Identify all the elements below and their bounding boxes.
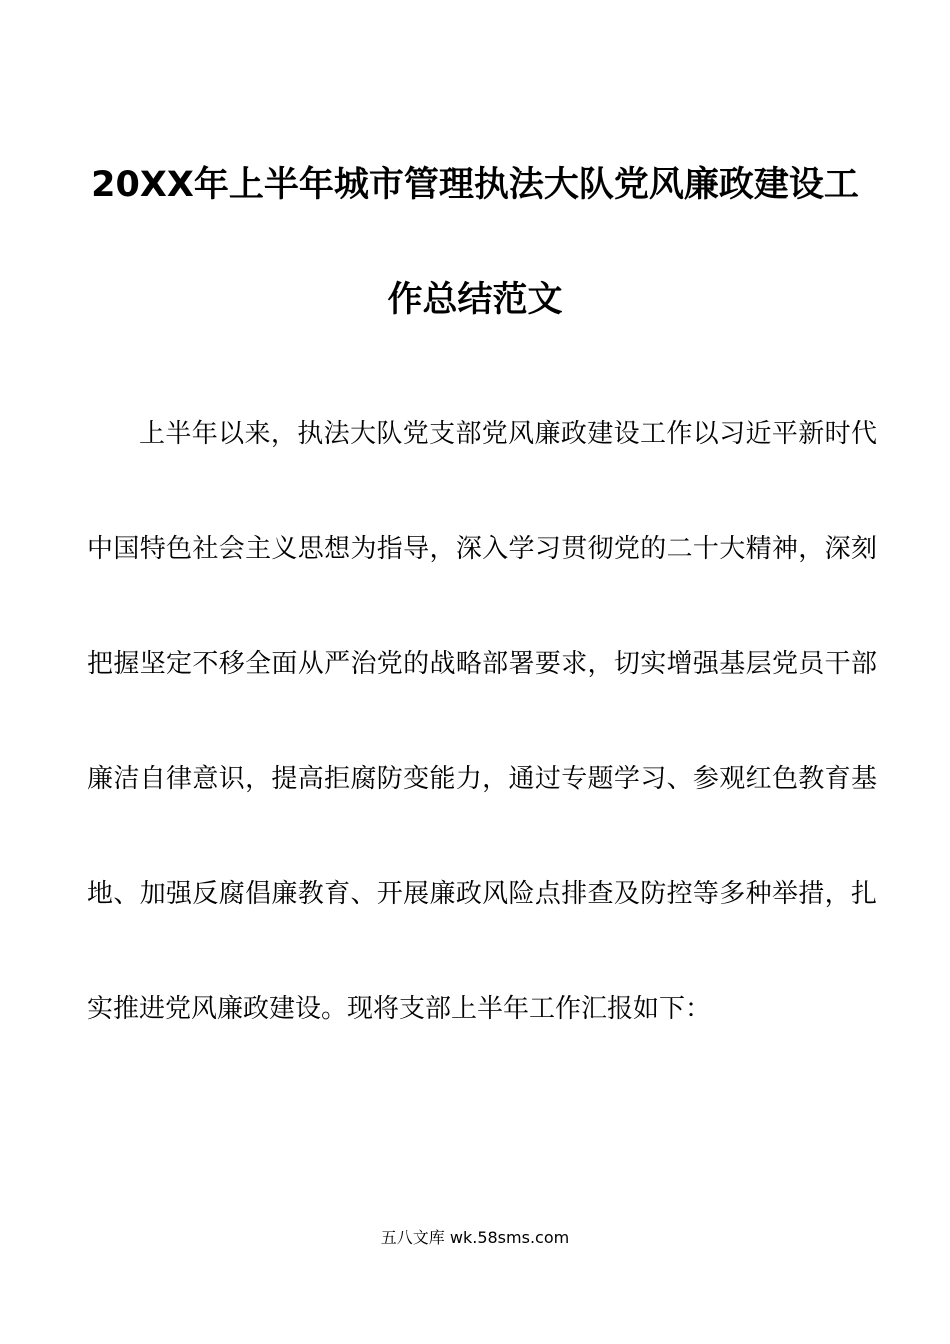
body-line: 中国特色社会主义思想为指导，深入学习贯彻党的二十大精神，深刻 [87,534,877,564]
document-title-line-2: 作总结范文 [387,280,563,320]
body-line: 实推进党风廉政建设。现将支部上半年工作汇报如下： [87,994,712,1024]
document-title-line-1: 20XX年上半年城市管理执法大队党风廉政建设工 [91,165,859,205]
body-line: 廉洁自律意识，提高拒腐防变能力，通过专题学习、参观红色教育基 [87,764,877,794]
body-line: 地、加强反腐倡廉教育、开展廉政风险点排查及防控等多种举措，扎 [87,879,877,909]
footer-watermark: 五八文库 wk.58sms.com [380,1228,570,1247]
body-line: 把握坚定不移全面从严治党的战略部署要求，切实增强基层党员干部 [87,649,877,679]
body-line: 上半年以来，执法大队党支部党风廉政建设工作以习近平新时代 [139,419,877,449]
